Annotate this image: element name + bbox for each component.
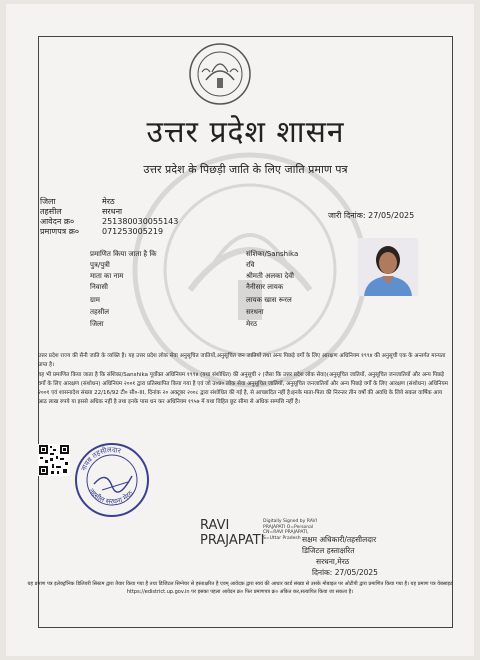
detail-value: लायक खास रूरल	[246, 296, 292, 304]
certificate-label: प्रमाणपत्र क्र०	[40, 227, 79, 236]
detail-value: रवि	[246, 261, 255, 269]
district-value: मेरठ	[102, 197, 115, 206]
detail-value: श्रीमती अलका देवी	[246, 272, 294, 280]
issue-date: जारी दिनांक: 27/05/2025	[328, 211, 415, 220]
certificate-number: 071253005219	[102, 227, 164, 236]
certificate-subtitle: उत्तर प्रदेश के पिछड़ी जाति के लिए जाति प्रमाण पत्र	[143, 163, 348, 176]
digital-signature-note: Digitally Signed by RAVI PRAJAPATI O=Personal CN=RAVI PRAJAPATI, S=Uttar Pradesh	[263, 519, 317, 541]
detail-value: नैनीसार लायक	[246, 283, 284, 291]
detail-label: पुत्र/पुत्री	[90, 261, 110, 269]
detail-label: तहसील	[90, 308, 109, 316]
detail-label: ग्राम	[90, 296, 100, 304]
seal-bottom-text: तहसील सरधना मेरठ	[87, 487, 135, 506]
signer-name	[200, 518, 264, 548]
officer-sig-label: डिजिटल हस्ताक्षरित	[302, 546, 355, 555]
seal-top-text: नायब तहसीलदार	[79, 445, 122, 473]
svg-text:नायब तहसीलदार	[80, 445, 122, 472]
signer-first-name: RAVI	[200, 518, 230, 533]
state-emblem-icon	[188, 42, 252, 106]
applicant-photo	[358, 238, 418, 296]
officer-place: सरधना,मेरठ	[316, 557, 350, 566]
detail-label: जिला	[90, 320, 104, 328]
tehsil-label: तहसील	[40, 207, 62, 216]
body-paragraph: यह भी प्रमाणित किया जाता है कि संशिका/Sanshika पूर्वोक्त अधिनियम १९९४ (यथा संशोधित) की अनुसूची २ (जैसा कि उत्तर प्रदेश लोक सेवा)(अनुसूचित जातियों, अनुसूचित जनजातियों और अन्य पिछड़े वर्गों के लिए आरक्षण (संशोधन) अधिनियम २००१ द्वारा प्रतिस्थापित किया गया है एवं जो उ०प्र० लोक सेवा अनुसूचित जातियों, अनुसूचित जनजातियों और अन्य पिछड़े वर्गों के लिए आरक्षण (संशोधन) अधिनियम २००१ एवं शासनादेश संख्या 22/16/92 टी० सी०-III, दिनांक २० अक्टूबर २००८ द्वारा संशोधित की गई है, से आच्छादित नहीं है।इनके माता-पिता की निरन्तर तीन वर्षों की अवधि के लिये सकल वार्षिक आय आठ लाख रुपये या इससे अधिक नहीं है तथा इनके पास धन कर अधिनियम १९५७ में यथा विहित छूट सीमा से अधिक सम्पत्ति नहीं है।	[38, 372, 448, 405]
svg-text:तहसील सरधना मेरठ	[87, 487, 135, 506]
footer-note: यह प्रमाण पत्र इलेक्ट्रॉनिक डिलिवरी सिस्टम द्वारा तैयार किया गया है तथा डिजिटल सिग्नेचर से हस्ताक्षरित है एवम् आवेदक द्वारा स्वयं की आधार कार्ड संख्या से उसके मोबाइल पर ओटीपी द्वारा प्रमाणित किया गया है। यह प्रमाण पत्र वेबसाइट https://edistrict.up.gov.in पर इसका पहला आवेदन क्र० फिर प्रमाणपत्र क्र० अंकित कर,सत्यापित किया जा सकता है।	[27, 581, 453, 595]
detail-value: मेरठ	[246, 320, 258, 328]
body-paragraph: उत्तर प्रदेश राज्य की सैनी जाति के व्यक्ति है। यह उत्तर प्रदेश लोक सेवा अनुसूचित जातियों,अनुसूचित जन जातियों तथा अन्य पिछड़े वर्गों के लिए आरक्षण अधिनियम १९९४ की अनुसूची एक के अन्तर्गत मान्यता प्राप्त है।	[38, 353, 446, 368]
official-seal-icon	[72, 440, 152, 520]
signer-last-name: PRAJAPATI	[200, 533, 265, 548]
certificate-body	[38, 352, 450, 408]
application-label: आवेदन क्र०	[40, 217, 75, 226]
detail-value: संशिका/Sanshika	[246, 250, 299, 258]
officer-block	[302, 534, 378, 578]
detail-value: सरधना	[246, 308, 264, 316]
detail-label: निवासी	[90, 283, 108, 291]
district-label: जिला	[40, 197, 56, 206]
officer-designation: सक्षम अधिकारी/तहसीलदार	[302, 535, 377, 544]
detail-label: माता का नाम	[90, 272, 124, 280]
tehsil-value: सरधना	[102, 207, 123, 216]
application-number: 251380030055143	[102, 217, 179, 226]
qr-code-icon	[38, 444, 70, 476]
page-title: उत्तर प्रदेश शासन	[146, 115, 345, 150]
officer-date: दिनांक: 27/05/2025	[312, 568, 378, 577]
detail-label: प्रमाणित किया जाता है कि	[90, 250, 157, 258]
